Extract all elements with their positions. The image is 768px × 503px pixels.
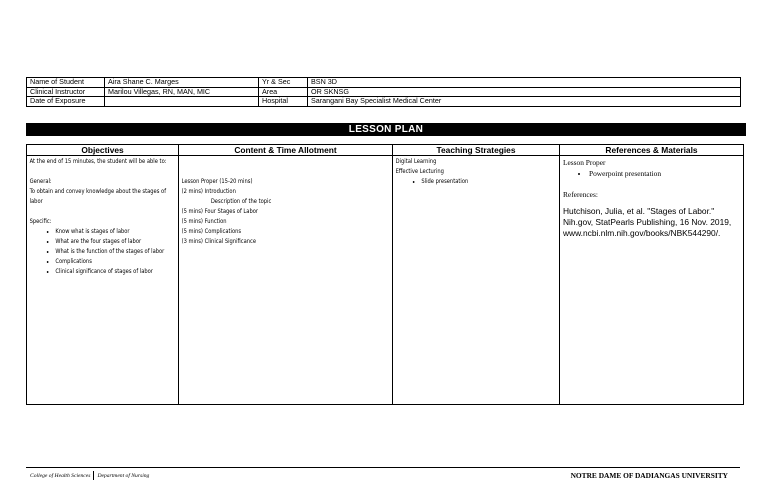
content-item: (2 mins) Introduction (181, 188, 236, 195)
area-value: OR SKNSG (308, 87, 741, 97)
content-item: Description of the topic (210, 198, 272, 205)
list-item: • Clinical significance of stages of labor (55, 267, 180, 277)
specific-label: Specific: (29, 218, 52, 225)
list-item: • What is the function of the stages of labor (55, 247, 180, 257)
content-item: (5 mins) Function (181, 218, 227, 225)
instructor-label: Clinical Instructor (27, 87, 105, 97)
yr-sec-label: Yr & Sec (259, 78, 308, 88)
materials-list (563, 168, 740, 179)
list-item: • Complications (55, 257, 180, 267)
name-value: Aira Shane C. Marges (105, 78, 259, 88)
college-name: College of Health Sciences (30, 472, 91, 479)
footer-divider (26, 467, 740, 468)
area-label: Area (259, 87, 308, 97)
content-body (179, 156, 397, 248)
general-label: General: (29, 178, 52, 185)
strategy-line: Digital Learning (395, 158, 437, 165)
info-row-date (27, 97, 741, 107)
university-name: NOTRE DAME OF DADIANGAS UNIVERSITY (570, 471, 728, 480)
strategies-header: Teaching Strategies (393, 145, 559, 156)
instructor-value: Marilou Villegas, RN, MAN, MIC (105, 87, 259, 97)
lesson-plan-table (26, 144, 744, 405)
content-column (179, 145, 393, 404)
strategy-list (396, 177, 562, 187)
strategies-body (393, 156, 564, 188)
lesson-plan-banner: LESSON PLAN (26, 123, 746, 136)
footer-separator (93, 471, 94, 480)
list-item: • Know what is stages of labor (55, 227, 180, 237)
date-value (105, 97, 259, 107)
lesson-proper-label: Lesson Proper (563, 158, 606, 167)
hospital-label: Hospital (259, 97, 308, 107)
content-item: (3 mins) Clinical Significance (181, 238, 257, 245)
list-item: • Slide presentation (421, 177, 561, 187)
reference-citation: Hutchison, Julia, et al. "Stages of Labor." Nih.gov, StatPearls Publishing, 16 Nov. 2019, www.ncbi.nlm.nih.gov/books/NBK544290/. (563, 206, 732, 238)
references-body (560, 156, 743, 240)
student-info-table (26, 77, 741, 107)
specific-list (30, 227, 181, 277)
objectives-body (27, 156, 183, 278)
footer-college-dept (30, 471, 149, 480)
objectives-intro: At the end of 15 minutes, the student will be able to: (29, 158, 167, 165)
date-label: Date of Exposure (27, 97, 105, 107)
references-header: References & Materials (560, 145, 743, 156)
hospital-value: Sarangani Bay Specialist Medical Center (308, 97, 741, 107)
content-header: Content & Time Allotment (179, 145, 392, 156)
yr-sec-value: BSN 3D (308, 78, 741, 88)
list-item: • Powerpoint presentation (589, 168, 740, 179)
content-item: (5 mins) Complications (181, 228, 242, 235)
general-text: To obtain and convey knowledge about the stages of labor (29, 188, 167, 205)
content-item: (5 mins) Four Stages of Labor (181, 208, 259, 215)
strategy-line: Effective Lecturing (395, 168, 444, 175)
lesson-proper-title: Lesson Proper (15-20 mins) (181, 178, 253, 185)
references-column (560, 145, 743, 404)
department-name: Department of Nursing (97, 472, 150, 479)
list-item: • What are the four stages of labor (55, 237, 180, 247)
references-label: References: (563, 190, 598, 199)
objectives-header: Objectives (27, 145, 178, 156)
info-row-name (27, 78, 741, 88)
strategies-column (393, 145, 560, 404)
info-row-instructor (27, 87, 741, 97)
name-label: Name of Student (27, 78, 105, 88)
objectives-column (27, 145, 179, 404)
